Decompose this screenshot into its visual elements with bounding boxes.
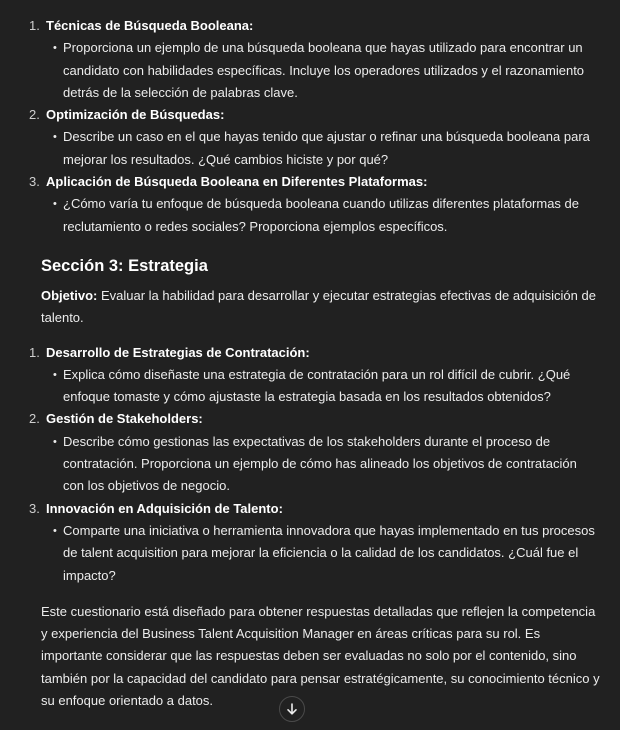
list-number: 1. [29,18,40,33]
list-item-title: Técnicas de Búsqueda Booleana: [46,18,254,33]
list-item [0,342,620,409]
list-item-title: Innovación en Adquisición de Talento: [46,500,283,516]
list-number: 2. [29,107,40,123]
bullet-text: Proporciona un ejemplo de una búsqueda booleana que hayas utilizado para encontrar un candidato con habilidades específicas. Incluye los operadores utilizados y el razonamiento detrás de la selección de palabras clave. [63,40,585,100]
bullet-text: Describe cómo gestionas las expectativas de los stakeholders durante el proceso de contratación. Proporciona un ejemplo de cómo has alineado los objetivos de contratación con los objetivos de negocio. [63,433,577,494]
list-number: 3. [29,500,40,516]
list-number: 2. [29,411,40,427]
objective-text: Evaluar la habilidad para desarrollar y ejecutar estrategias efectivas de adquisición de talento. [41,287,596,326]
list-item [0,408,620,497]
bullet-text: ¿Cómo varía tu enfoque de búsqueda booleana cuando utilizas diferentes plataformas de reclutamiento o redes sociales? Proporciona ejemplos específicos. [63,196,580,234]
list-item-title: Gestión de Stakeholders: [46,411,203,427]
section-objective [41,285,598,330]
bullet-text: Explica cómo diseñaste una estrategia de contratación para un rol difícil de cubrir. ¿Qué enfoque tomaste y cómo ajustaste la estrategia basada en los resultados obtenidos? [63,366,571,405]
bullet-item [53,37,598,104]
list-item [0,104,620,171]
bullet-marker: • [53,131,57,144]
bullet-marker: • [53,524,57,537]
bullet-item [53,364,598,409]
question-list-search [0,15,620,238]
closing-paragraph: Este cuestionario está diseñado para obtener respuestas detalladas que reflejen la competencia y experiencia del Business Talent Acquisition Manager en áreas críticas para su rol. Es importante considerar que las respuestas deben ser evaluadas no solo por el contenido, sino también por la capacidad del candidato para pensar estratégicamente, su conocimiento técnico y su enfoque orientado a datos. [41,603,600,709]
bullet-marker: • [53,42,57,55]
list-item-title: Desarrollo de Estrategias de Contratación: [46,344,310,360]
list-number: 1. [29,344,40,360]
objective-label: Objetivo: [41,287,98,303]
bullet-marker: • [53,368,57,381]
list-item-title: Aplicación de Búsqueda Booleana en Diferentes Plataformas: [46,174,428,190]
bullet-item [53,193,598,238]
chat-message-content [0,15,620,712]
bullet-text: Describe un caso en el que hayas tenido que ajustar o refinar una búsqueda booleana para mejorar los resultados. ¿Qué cambios hiciste y por qué? [63,129,590,167]
bullet-item [53,126,598,171]
bullet-text: Comparte una iniciativa o herramienta innovadora que hayas implementado en tus procesos de talent acquisition para mejorar la eficiencia o la calidad de los candidatos. ¿Cuál fue el impacto? [63,522,595,583]
list-item [0,15,620,104]
section-heading: Sección 3: Estrategia [41,256,208,275]
bullet-marker: • [53,198,57,211]
arrow-down-icon [285,702,299,716]
bullet-item [53,520,598,587]
bullet-item [53,431,598,498]
list-item [0,498,620,587]
scroll-to-bottom-button[interactable] [279,696,305,722]
question-list-strategy [0,342,620,587]
list-item [0,171,620,238]
list-item-title: Optimización de Búsquedas: [46,107,225,123]
bullet-marker: • [53,435,57,448]
list-number: 3. [29,174,40,190]
